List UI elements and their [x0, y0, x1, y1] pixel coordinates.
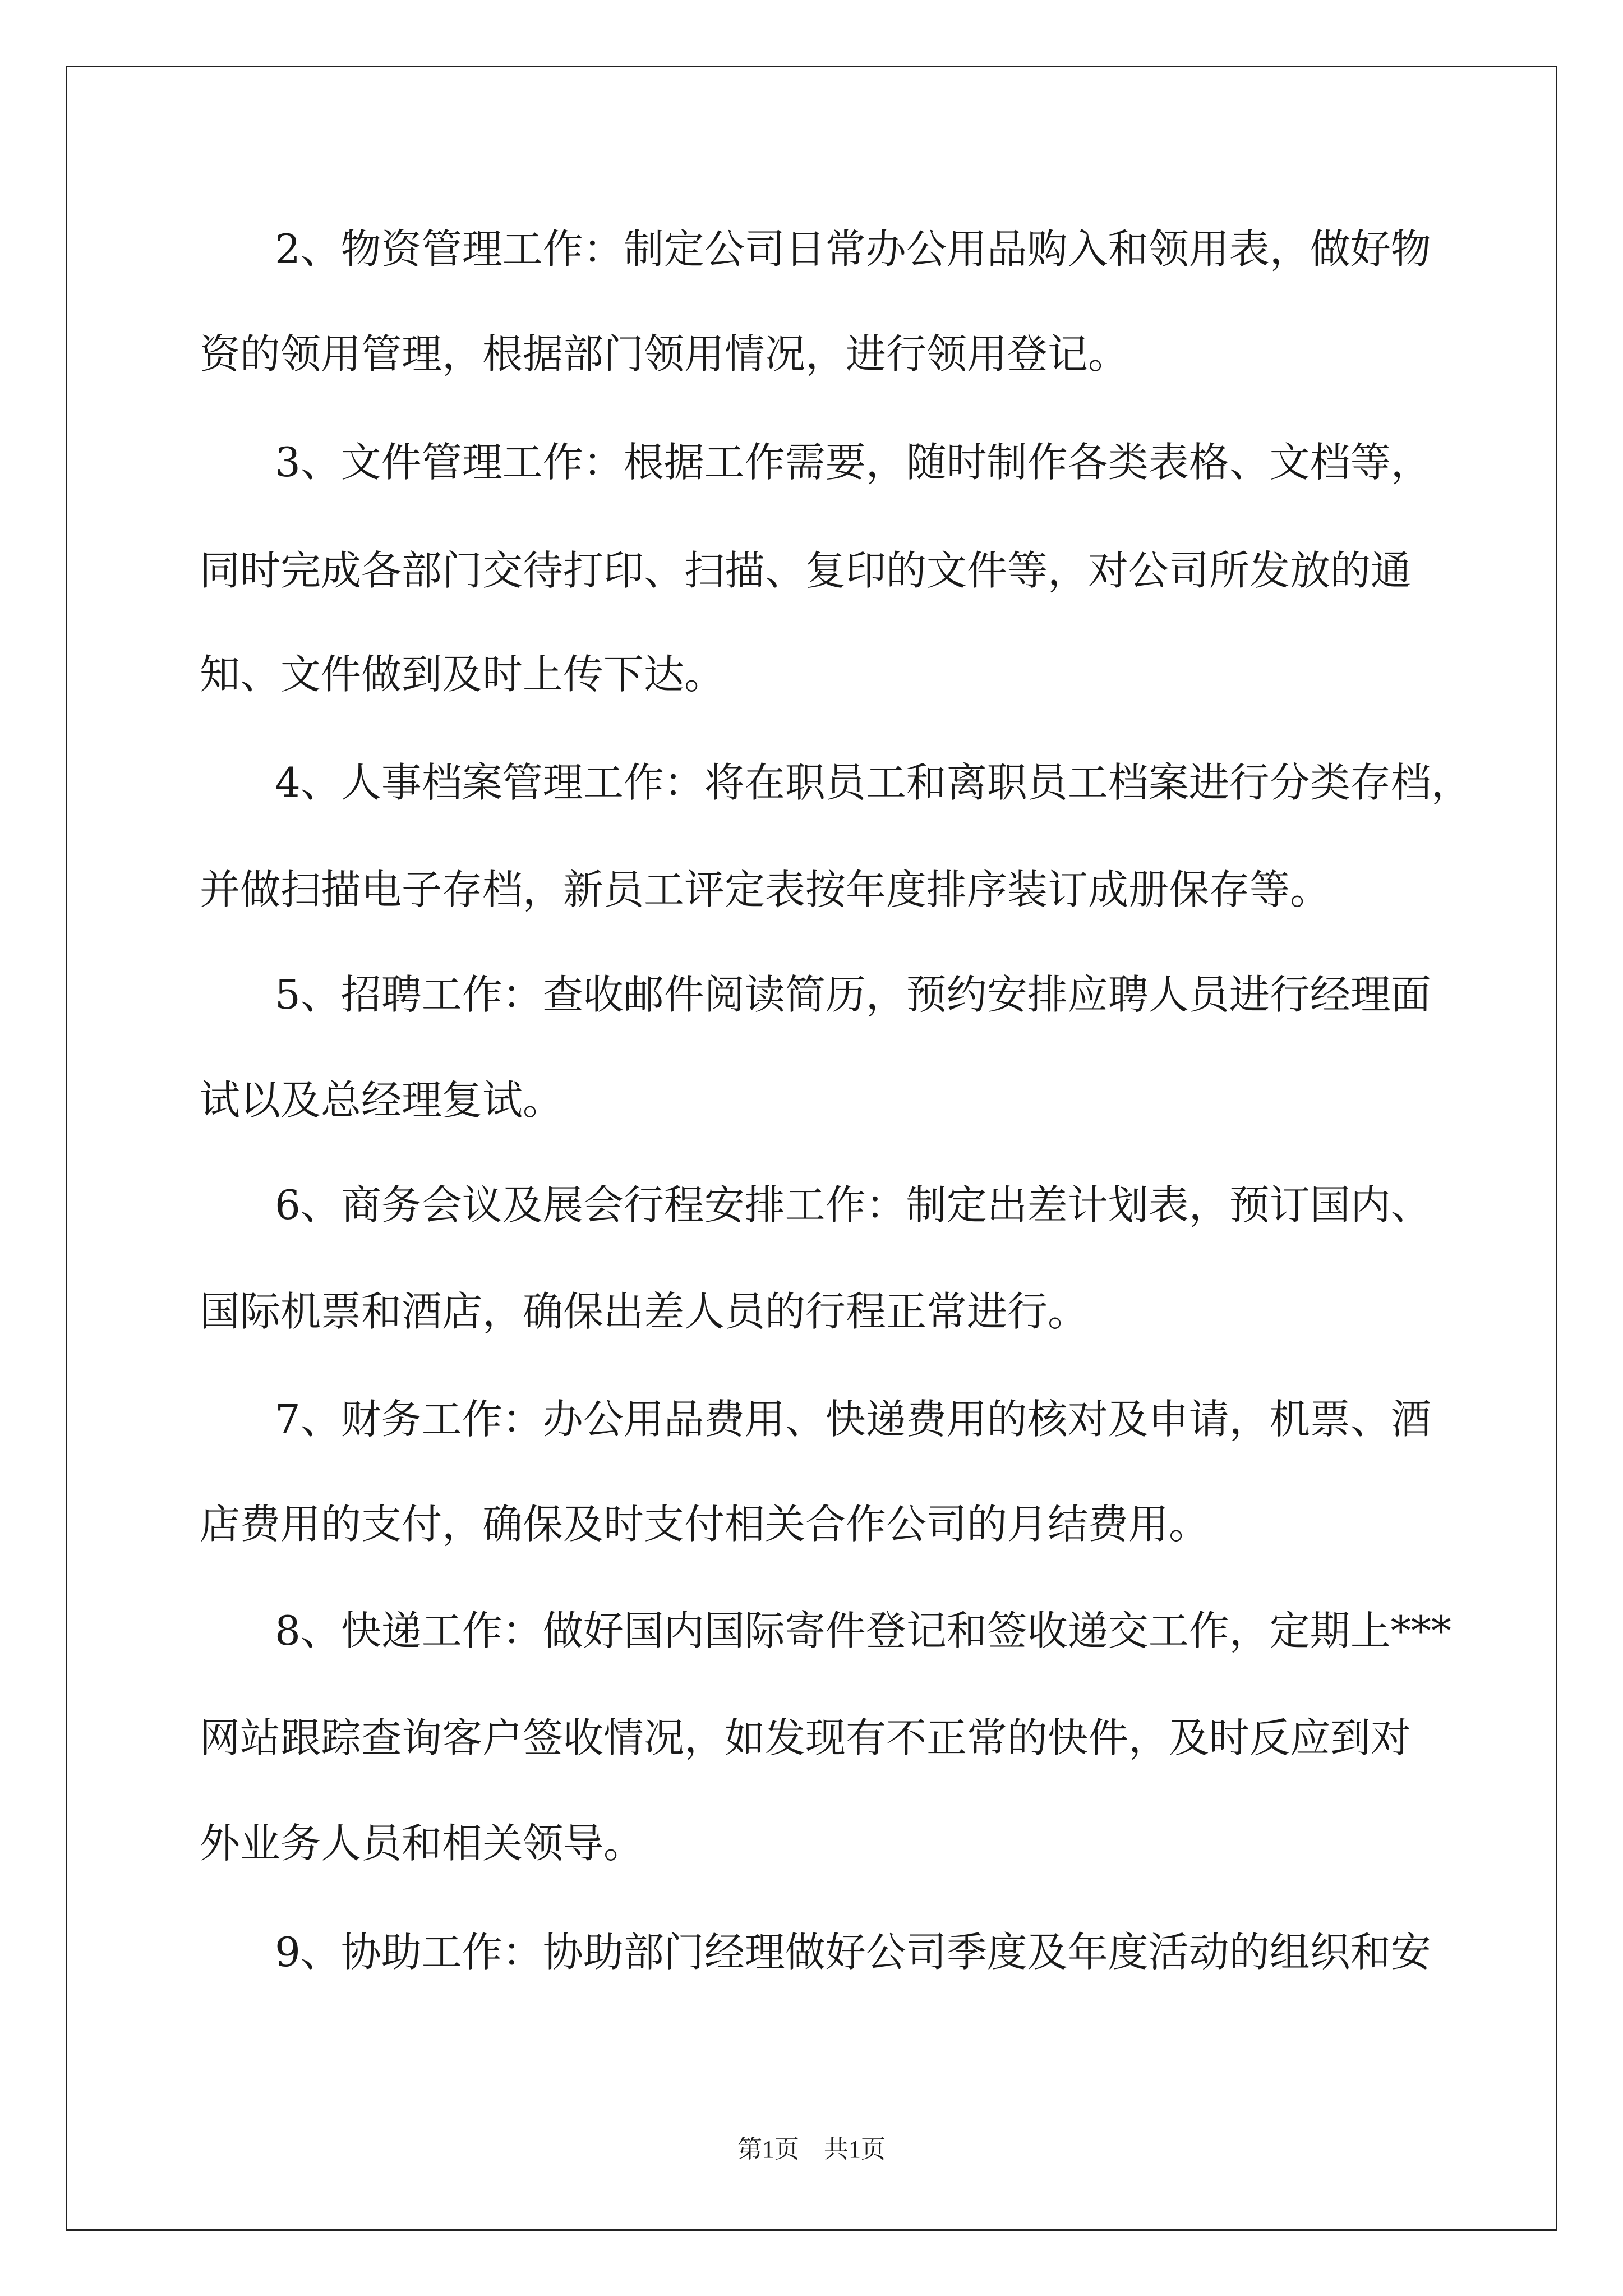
page-footer: 第1页 共1页 [737, 2136, 886, 2163]
page-border [66, 66, 1557, 2231]
paragraph-3-line-3: 知、文件做到及时上传下达。 [200, 651, 725, 698]
paragraph-5-line-2: 试以及总经理复试。 [200, 1076, 564, 1124]
paragraph-8-line-3: 外业务人员和相关领导。 [200, 1820, 644, 1867]
paragraph-7-line-1: 7、财务工作：办公用品费用、快递费用的核对及申请，机票、酒 [275, 1396, 1431, 1443]
paragraph-9-line-1: 9、协助工作：协助部门经理做好公司季度及年度活动的组织和安 [275, 1929, 1431, 1976]
paragraph-4-line-2: 并做扫描电子存档，新员工评定表按年度排序装订成册保存等。 [200, 866, 1331, 913]
paragraph-2-line-2: 资的领用管理，根据部门领用情况，进行领用登记。 [200, 330, 1129, 378]
paragraph-8-line-2: 网站跟踪查询客户签收情况，如发现有不正常的快件，及时反应到对 [200, 1714, 1412, 1761]
paragraph-6-line-2: 国际机票和酒店，确保出差人员的行程正常进行。 [200, 1288, 1089, 1335]
paragraph-3-line-1: 3、文件管理工作：根据工作需要，随时制作各类表格、文档等， [275, 439, 1431, 486]
paragraph-7-line-2: 店费用的支付，确保及时支付相关合作公司的月结费用。 [200, 1501, 1210, 1548]
paragraph-2-line-1: 2、物资管理工作：制定公司日常办公用品购入和领用表，做好物 [275, 226, 1431, 273]
paragraph-5-line-1: 5、招聘工作：查收邮件阅读简历，预约安排应聘人员进行经理面 [275, 971, 1431, 1018]
paragraph-4-line-1: 4、人事档案管理工作：将在职员工和离职员工档案进行分类存档， [275, 759, 1472, 806]
paragraph-3-line-2: 同时完成各部门交待打印、扫描、复印的文件等，对公司所发放的通 [200, 547, 1412, 594]
paragraph-8-line-1: 8、快递工作：做好国内国际寄件登记和签收递交工作，定期上*** [275, 1607, 1451, 1654]
paragraph-6-line-1: 6、商务会议及展会行程安排工作：制定出差计划表，预订国内、 [275, 1181, 1431, 1228]
